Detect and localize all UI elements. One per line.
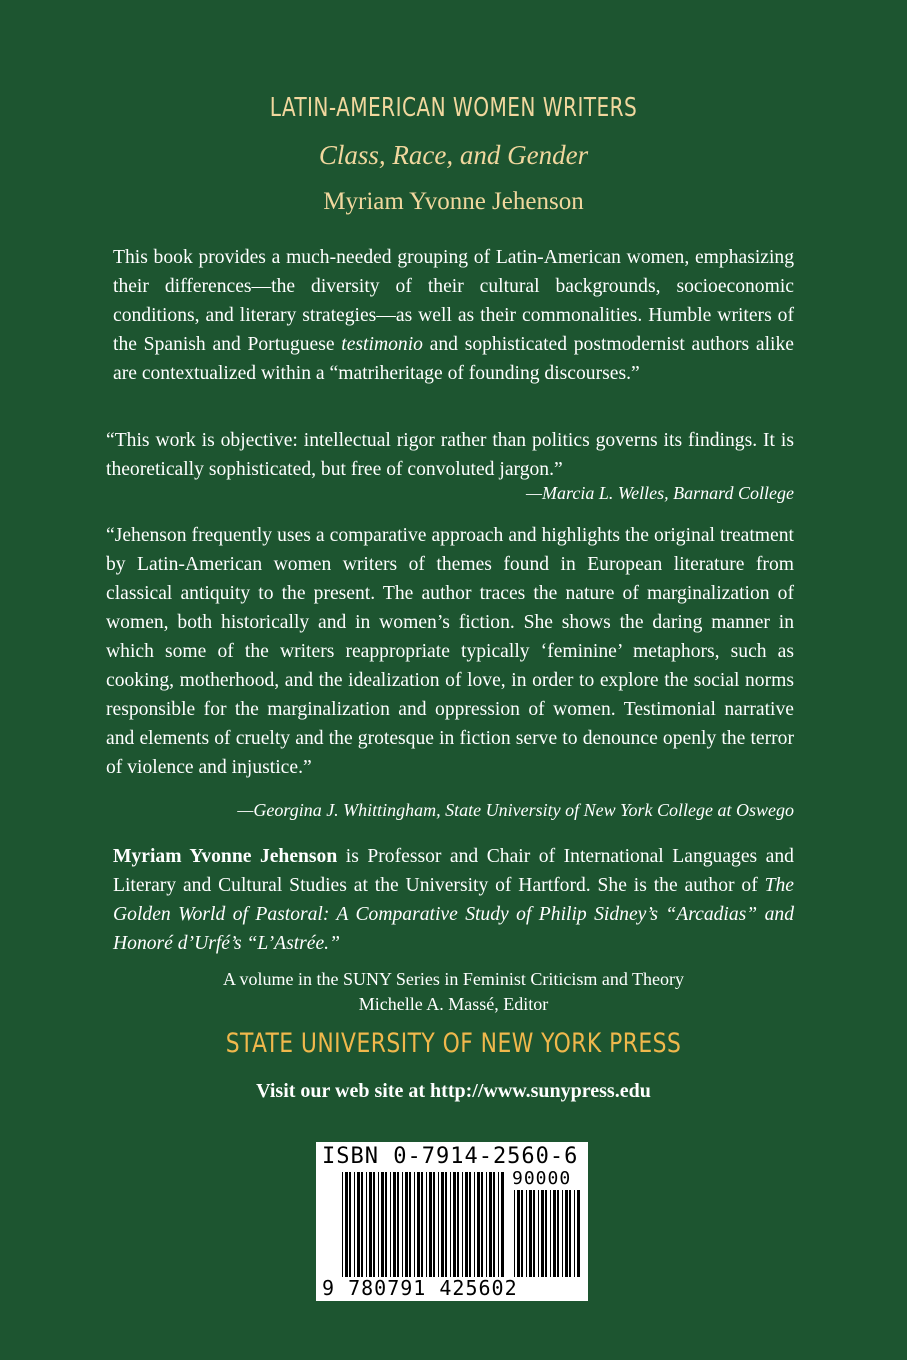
ean-number: 9 780791 425602 — [322, 1276, 518, 1300]
description-italic: testimonio — [341, 334, 423, 355]
barcode-bar — [342, 1172, 343, 1277]
book-title: LATIN-AMERICAN WOMEN WRITERS — [269, 93, 638, 123]
author-bio — [113, 842, 794, 958]
blurb-quote-1: “This work is objective: intellectual rigor rather than politics governs its findings. It is theoretically sophisticated, but free of convoluted jargon.” — [106, 430, 794, 480]
barcode-bar — [565, 1190, 568, 1277]
barcode-bar — [553, 1190, 556, 1277]
book-subtitle: Class, Race, and Gender — [318, 140, 589, 170]
barcode-bar — [538, 1190, 539, 1277]
book-description — [113, 243, 794, 388]
barcode-bar — [445, 1172, 447, 1277]
publisher-name: STATE UNIVERSITY OF NEW YORK PRESS — [225, 1028, 682, 1059]
barcode-bar — [450, 1172, 451, 1277]
barcode-bar — [369, 1172, 372, 1277]
barcode-bar — [409, 1172, 411, 1277]
barcode-bar — [417, 1172, 420, 1277]
barcode-bar — [373, 1172, 375, 1277]
barcode-bar — [489, 1172, 492, 1277]
description-text-2: and sophisticated postmodernist authors alike are contextualized within a “matriheritage of founding discourses.” — [113, 334, 794, 384]
barcode-bar — [562, 1190, 563, 1277]
barcode-bar — [426, 1172, 427, 1277]
barcode-bar — [550, 1190, 551, 1277]
bio-author-name: Myriam Yvonne Jehenson — [113, 846, 338, 867]
barcode-bar — [397, 1172, 399, 1277]
barcode-bar — [477, 1172, 480, 1277]
barcode-bar — [521, 1190, 523, 1277]
barcode-bar — [453, 1172, 456, 1277]
barcode-bar — [545, 1190, 547, 1277]
barcode-bar — [421, 1172, 423, 1277]
barcode-bar — [366, 1172, 367, 1277]
blurb-attribution-1: —Marcia L. Welles, Barnard College — [526, 483, 794, 503]
barcode-bar — [345, 1172, 348, 1277]
barcode-bar — [405, 1172, 408, 1277]
barcode-bar — [481, 1172, 483, 1277]
barcode — [316, 1142, 588, 1301]
barcode-bar — [457, 1172, 459, 1277]
barcode-bar — [393, 1172, 396, 1277]
barcode-bar — [433, 1172, 435, 1277]
barcode-bar — [390, 1172, 391, 1277]
barcode-bar — [349, 1172, 351, 1277]
barcode-bar — [474, 1172, 475, 1277]
barcode-bar — [462, 1172, 463, 1277]
barcode-bar — [441, 1172, 444, 1277]
barcode-bar — [414, 1172, 415, 1277]
series-editor: Michelle A. Massé, Editor — [358, 994, 549, 1014]
bio-text: is Professor and Chair of International Languages and Literary and Cultural Studies at the University of Hartford. She is the author of — [113, 846, 794, 896]
barcode-bar — [557, 1190, 559, 1277]
barcode-bar — [541, 1190, 544, 1277]
blurb-quote-2: “Jehenson frequently uses a comparative approach and highlights the original treatment by Latin-American women writers of themes found in European literature from classical antiquity to the present. The author traces the nature of marginalization of women, both historically and in women’s fiction. She shows the daring manner in which some of the writers reappropriate typically ‘feminine’ metaphors, such as cooking, motherhood, and the idealization of love, in order to explore the social norms responsible for the marginalization and oppression of women. Testimonial narrative and elements of cruelty and the grotesque in fiction serve to denounce openly the terror of violence and injustice.” — [106, 525, 794, 778]
barcode-bar — [465, 1172, 468, 1277]
barcode-bar — [357, 1172, 360, 1277]
barcode-bar — [574, 1190, 575, 1277]
barcode-bar — [569, 1190, 571, 1277]
barcode-bar — [526, 1190, 527, 1277]
barcode-bar — [438, 1172, 439, 1277]
barcode-bar — [493, 1172, 495, 1277]
website-link[interactable]: Visit our web site at http://www.sunypress.edu — [256, 1080, 651, 1102]
barcode-bar — [514, 1190, 515, 1277]
barcode-bar — [381, 1172, 384, 1277]
description-text-1: This book provides a much-needed grouping of Latin-American women, emphasizing their differences—the diversity of their cultural backgrounds, socioeconomic conditions, and literary strategies—as well as their commonalities. Humble writers of the Spanish and Portuguese — [113, 247, 794, 355]
barcode-bar — [498, 1172, 499, 1277]
barcode-bar — [361, 1172, 363, 1277]
bio-book-title: The Golden World of Pastoral: A Comparative Study of Philip Sidney’s “Arcadias” and Honoré d’Urfé’s “L’Astrée.” — [113, 875, 794, 954]
price-code: 90000 — [512, 1168, 572, 1189]
blurb-attribution-2: —Georgina J. Whittingham, State University of New York College at Oswego — [237, 800, 794, 820]
barcode-bar — [517, 1190, 520, 1277]
isbn-number: ISBN 0-7914-2560-6 — [322, 1144, 579, 1169]
barcode-bar — [529, 1190, 532, 1277]
book-author: Myriam Yvonne Jehenson — [323, 188, 584, 215]
barcode-bar — [402, 1172, 403, 1277]
barcode-bar — [501, 1172, 504, 1277]
barcode-bar — [577, 1190, 580, 1277]
barcode-bar — [486, 1172, 487, 1277]
series-info — [0, 967, 907, 1017]
series-line-1: A volume in the SUNY Series in Feminist Criticism and Theory — [223, 969, 684, 989]
barcode-bar — [429, 1172, 432, 1277]
barcode-bar — [533, 1190, 535, 1277]
barcode-bar — [378, 1172, 379, 1277]
barcode-bar — [354, 1172, 355, 1277]
barcode-bar — [469, 1172, 471, 1277]
barcode-bar — [385, 1172, 387, 1277]
